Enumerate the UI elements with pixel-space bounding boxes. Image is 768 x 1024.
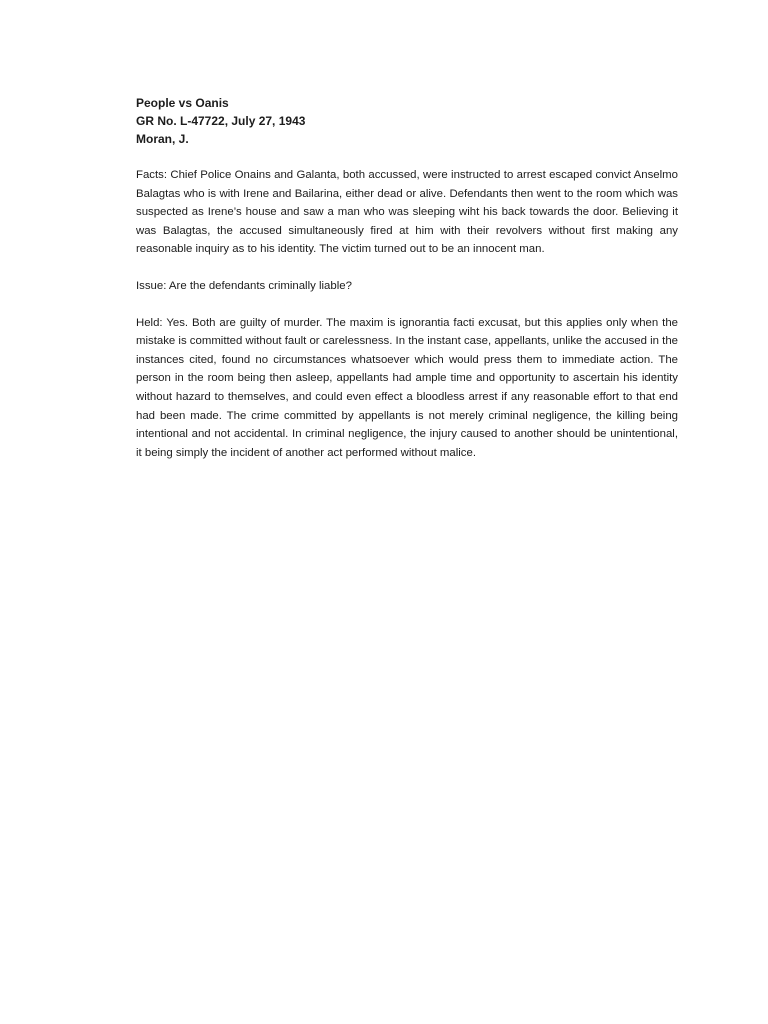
case-title: People vs Oanis bbox=[136, 96, 229, 110]
case-gr-number: GR No. L-47722, July 27, 1943 bbox=[136, 114, 306, 128]
held-paragraph: Held: Yes. Both are guilty of murder. The maxim is ignorantia facti excusat, but this applies only when the mistake is committed without fault or carelessness. In the instant case, appellants, unlike the accused in the instances cited, found no circumstances whatsoever which would press them to immediate action. The person in the room being then asleep, appellants had ample time and opportunity to ascertain his identity without hazard to themselves, and could even effect a bloodless arrest if any reasonable effort to that end had been made. The crime committed by appellants is not merely criminal negligence, the killing being intentional and not accidental. In criminal negligence, the injury caused to another should be unintentional, it being simply the incident of another act performed without malice. bbox=[136, 316, 678, 459]
case-ponente: Moran, J. bbox=[136, 132, 189, 146]
issue-paragraph: Issue: Are the defendants criminally liable? bbox=[136, 279, 352, 292]
document-body bbox=[136, 94, 678, 462]
facts-paragraph: Facts: Chief Police Onains and Galanta, both accussed, were instructed to arrest escaped convict Anselmo Balagtas who is with Irene and Bailarina, either dead or alive. Defendants then went to the room which was suspected as Irene’s house and saw a man who was sleeping wiht his back towards the door. Believing it was Balagtas, the accused simultaneously fired at him with their revolvers without first making any reasonable inquiry as to his identity. The victim turned out to be an innocent man. bbox=[136, 169, 678, 256]
